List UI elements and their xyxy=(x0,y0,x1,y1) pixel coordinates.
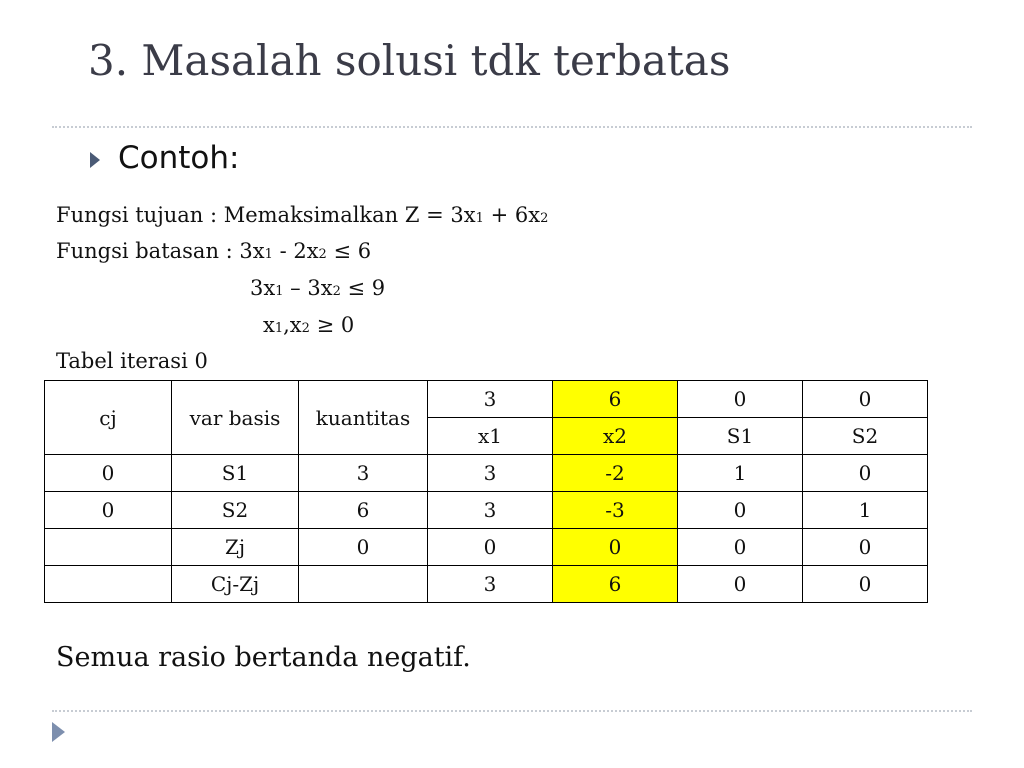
triangle-bullet-icon xyxy=(90,152,100,168)
header-cj: cj xyxy=(45,381,172,455)
table-cell-pivot: 6 xyxy=(553,566,678,603)
table-cell-pivot: 0 xyxy=(553,529,678,566)
coef-cell-pivot: 6 xyxy=(553,381,678,418)
table-row xyxy=(45,566,928,603)
var-cell: S1 xyxy=(678,418,803,455)
table-cell: 0 xyxy=(803,455,928,492)
table-cell-pivot: -3 xyxy=(553,492,678,529)
table-cell: 0 xyxy=(803,529,928,566)
table-row xyxy=(45,492,928,529)
cj-cell: 0 xyxy=(45,455,172,492)
header-var-basis: var basis xyxy=(172,381,299,455)
next-slide-icon[interactable] xyxy=(52,722,65,742)
basis-cell: Cj-Zj xyxy=(172,566,299,603)
objective-function: Fungsi tujuan : Memaksimalkan Z = 3x1 + 6x2 xyxy=(56,203,549,227)
coef-cell: 3 xyxy=(428,381,553,418)
var-cell-pivot: x2 xyxy=(553,418,678,455)
bottom-divider xyxy=(52,710,972,712)
table-cell: 3 xyxy=(428,455,553,492)
constraint-1: Fungsi batasan : 3x1 - 2x2 ≤ 6 xyxy=(56,239,372,263)
simplex-table xyxy=(44,380,928,603)
table-row xyxy=(45,529,928,566)
qty-cell: 3 xyxy=(299,455,428,492)
table-cell-pivot: -2 xyxy=(553,455,678,492)
top-divider xyxy=(52,126,972,128)
non-negativity-constraint: x1,x2 ≥ 0 xyxy=(263,313,355,337)
table-row xyxy=(45,455,928,492)
qty-cell: 0 xyxy=(299,529,428,566)
cj-cell xyxy=(45,566,172,603)
table-cell: 1 xyxy=(803,492,928,529)
constraint-2: 3x1 – 3x2 ≤ 9 xyxy=(250,276,386,300)
cj-cell xyxy=(45,529,172,566)
cj-cell: 0 xyxy=(45,492,172,529)
slide-title: 3. Masalah solusi tdk terbatas xyxy=(88,36,731,85)
table-caption: Tabel iterasi 0 xyxy=(56,349,208,373)
var-cell: x1 xyxy=(428,418,553,455)
table-cell: 0 xyxy=(678,566,803,603)
table-cell: 0 xyxy=(678,529,803,566)
basis-cell: S1 xyxy=(172,455,299,492)
table-cell: 0 xyxy=(803,566,928,603)
table-cell: 1 xyxy=(678,455,803,492)
table-header-row xyxy=(45,381,928,418)
header-kuantitas: kuantitas xyxy=(299,381,428,455)
coef-cell: 0 xyxy=(678,381,803,418)
subheading: Contoh: xyxy=(118,140,240,176)
conclusion-text: Semua rasio bertanda negatif. xyxy=(56,642,471,673)
coef-cell: 0 xyxy=(803,381,928,418)
basis-cell: S2 xyxy=(172,492,299,529)
qty-cell xyxy=(299,566,428,603)
table-cell: 0 xyxy=(678,492,803,529)
table-cell: 3 xyxy=(428,492,553,529)
table-cell: 3 xyxy=(428,566,553,603)
table-cell: 0 xyxy=(428,529,553,566)
qty-cell: 6 xyxy=(299,492,428,529)
var-cell: S2 xyxy=(803,418,928,455)
basis-cell: Zj xyxy=(172,529,299,566)
